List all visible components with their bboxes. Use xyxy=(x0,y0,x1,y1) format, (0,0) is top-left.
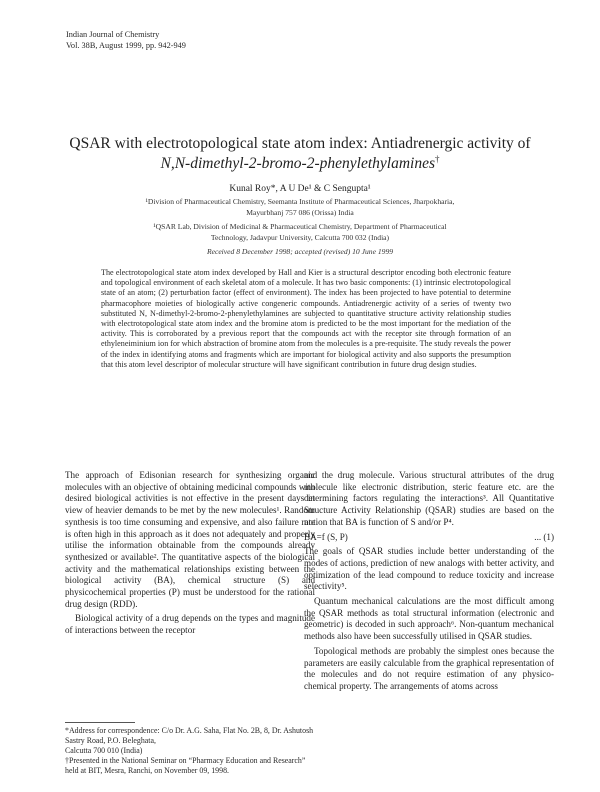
journal-volume: Vol. 38B, August 1999, pp. 942-949 xyxy=(66,40,186,50)
footnote-seminar: †Presented in the National Seminar on “Pharmacy Education and Research” held at BIT, Mesra, Ranchi, on November 09, 1998. xyxy=(65,756,306,775)
footnote-city: Calcutta 700 010 (India) xyxy=(65,746,143,755)
paragraph: and the drug molecule. Various structural attributes of the drug molecule like electronic distribution, steric feature etc. are the determining factors regulating the interactions³. All Quantitative Structure Activity Relationship (QSAR) studies are based on the notion that BA is function of S and/or P⁴. xyxy=(304,470,554,527)
equation xyxy=(304,532,554,544)
paragraph: Topological methods are probably the simplest ones because the parameters are easily calculable from the graphical representation of the molecules and do not require estimation of any physico-chemical property. The arrangements of atoms across xyxy=(304,645,554,691)
title-line-2 xyxy=(40,154,560,174)
paragraph: Quantum mechanical calculations are the most difficult among the QSAR methods as total structural information (electronic and geometric) is decoded in such approach⁶. Non-quantum mechanical methods also have been successfully utilised in QSAR studies. xyxy=(304,596,554,642)
footnote-divider xyxy=(65,722,135,723)
title-footnote-mark: † xyxy=(434,153,440,164)
journal-name: Indian Journal of Chemistry xyxy=(66,30,160,39)
equation-number: ... (1) xyxy=(534,531,554,542)
equation-formula: BA=f (S, P) xyxy=(304,531,348,542)
left-column xyxy=(65,470,315,637)
paragraph: The approach of Edisonian research for synthesizing organic molecules with an objective of obtaining medicinal compounds with desired biological activities is not effective in the present days in view of heavier demands to be met by the new molecules¹. Random synthesis is too time consuming and expensive, and also failure rate is often high in this approach as it does not adequately and properly utilise the information obtainable from the compounds already synthesized or available². The quantitative aspects of the biological activity and the mathematical relationships existing between the biological activity (BA), chemical structure (S) and physicochemical properties (P) must be understood for the rational drug design (RDD). xyxy=(65,470,315,609)
authors: Kunal Roy*, A U De¹ & C Sengupta¹ xyxy=(229,184,371,194)
paper-title xyxy=(40,134,560,174)
footnote-address: *Address for correspondence: C/o Dr. A.G. Saha, Flat No. 2B, 8, Dr. Ashutosh Sastry Road, P.O. Beleghata, xyxy=(65,726,314,745)
title-line-1: QSAR with electrotopological state atom index: Antiadrenergic activity of xyxy=(69,135,531,152)
received-date: Received 8 December 1998; accepted (revised) 10 June 1999 xyxy=(206,247,394,256)
footnotes xyxy=(65,726,315,776)
journal-header xyxy=(66,30,186,51)
paragraph: The goals of QSAR studies include better understanding of the modes of actions, prediction of new analogs with better activity, and optimization of the lead compound to reduce toxicity and increase selectivity⁵. xyxy=(304,546,554,592)
title-line-2-text: N,N-dimethyl-2-bromo-2-phenylethylamines xyxy=(160,155,435,172)
affiliation-1: ¹Division of Pharmaceutical Chemistry, Seemanta Institute of Pharmaceutical Sciences, Jharpokharia, Mayurbhanj 757 086 (Orissa) India xyxy=(145,197,455,217)
right-column xyxy=(304,470,554,693)
paragraph: Biological activity of a drug depends on the types and magnitude of interactions between the receptor xyxy=(65,613,315,636)
abstract: The electrotopological state atom index developed by Hall and Kier is a structural descriptor encoding both electronic feature and topological environment of each skeletal atom of a molecule. It has two basic components: (1) intrinsic electrotopological state of an atom; (2) perturbation factor (effect of environment). The index has been projected to have potential to determine pharmacophore moieties of biologically active congeneric compounds. Antiadrenergic activity of a series of twenty two substituted N, N-dimethyl-2-bromo-2-phenylethylamines are subjected to quantitative structure activity relationship studies with electrotopological state atom index and the bromine atom is predicted to be the most important for the mediation of the activity. This is corroborated by a previous report that the compounds act with the receptor site through formation of an ethyleneiminium ion for which abstraction of bromine atom from the molecules is a pre-requisite. The study reveals the power of the index in identifying atoms and fragments which are important for biological activity and also supports the presumption that this atom level descriptor of molecular structure will have significant contribution in future drug design studies. xyxy=(101,268,511,369)
affiliation-2: ¹QSAR Lab, Division of Medicinal & Pharmaceutical Chemistry, Department of Pharmaceutical Technology, Jadavpur University, Calcutta 700 032 (India) xyxy=(153,222,447,242)
